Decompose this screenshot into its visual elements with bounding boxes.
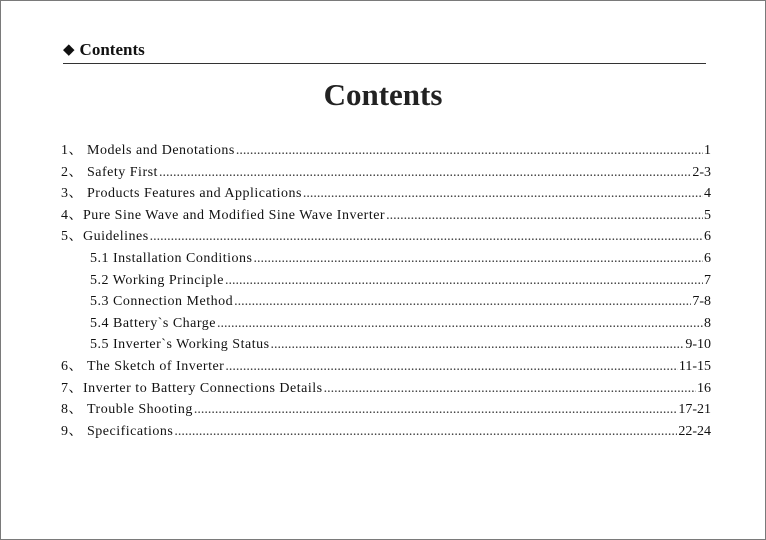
toc-entry-page: 6	[704, 250, 711, 266]
toc-entry-page: 8	[704, 315, 711, 331]
toc-entry-page: 22-24	[678, 423, 711, 439]
toc-entry	[61, 226, 711, 248]
toc-dot-leader	[225, 356, 678, 378]
toc-entry	[61, 162, 711, 184]
toc-subentry	[61, 334, 711, 356]
toc-entry-label: 7、Inverter to Battery Connections Details	[61, 380, 323, 396]
diamond-bullet-icon: ◆	[63, 42, 75, 58]
toc-dot-leader	[217, 313, 703, 335]
toc-entry-label: 4、Pure Sine Wave and Modified Sine Wave Inverter	[61, 207, 386, 223]
toc-entry-label: 1、 Models and Denotations	[61, 143, 235, 158]
toc-subentry	[61, 313, 711, 335]
toc-entry-label: 5.1 Installation Conditions	[90, 250, 253, 266]
toc-dot-leader	[324, 378, 696, 400]
toc-entry-page: 1	[704, 143, 711, 158]
toc-entry-page: 11-15	[678, 358, 711, 374]
toc-dot-leader	[303, 183, 703, 205]
toc-entry	[61, 399, 711, 421]
toc-dot-leader	[225, 270, 703, 292]
toc-entry-page: 4	[704, 186, 711, 202]
toc-entry-page: 2-3	[692, 164, 711, 180]
toc-entry-page: 7	[704, 272, 711, 288]
header-divider	[63, 63, 706, 64]
toc-entry-label: 3、 Products Features and Applications	[61, 186, 302, 202]
toc-entry	[61, 140, 711, 162]
toc-dot-leader	[159, 162, 691, 184]
table-of-contents	[61, 140, 711, 442]
toc-entry-page: 17-21	[678, 402, 711, 418]
toc-entry-label: 5、Guidelines	[61, 229, 149, 245]
toc-subentry	[61, 270, 711, 292]
toc-entry	[61, 183, 711, 205]
toc-entry-page: 16	[697, 380, 711, 396]
toc-dot-leader	[234, 291, 691, 313]
toc-dot-leader	[194, 399, 677, 421]
toc-subentry	[61, 248, 711, 270]
toc-entry	[61, 421, 711, 443]
toc-entry	[61, 205, 711, 227]
section-header	[63, 39, 145, 61]
toc-subentry	[61, 291, 711, 313]
toc-dot-leader	[174, 421, 677, 443]
toc-entry-page: 9-10	[685, 337, 711, 353]
toc-entry	[61, 378, 711, 400]
toc-entry-label: 8、 Trouble Shooting	[61, 402, 193, 418]
toc-dot-leader	[386, 205, 703, 227]
toc-entry-label: 9、 Specifications	[61, 423, 174, 439]
toc-entry-label: 5.2 Working Principle	[90, 272, 224, 288]
toc-entry-label: 5.4 Battery`s Charge	[90, 315, 216, 331]
section-header-label: Contents	[79, 40, 145, 59]
toc-entry-page: 5	[704, 207, 711, 223]
toc-entry	[61, 356, 711, 378]
toc-dot-leader	[150, 226, 703, 248]
toc-entry-page: 6	[704, 229, 711, 245]
toc-entry-label: 5.5 Inverter`s Working Status	[90, 337, 270, 353]
toc-entry-label: 2、 Safety First	[61, 164, 158, 180]
toc-dot-leader	[271, 334, 685, 356]
page-title: Contents	[323, 77, 443, 112]
toc-dot-leader	[253, 248, 703, 270]
toc-entry-page: 7-8	[692, 294, 711, 310]
toc-entry-label: 6、 The Sketch of Inverter	[61, 358, 225, 374]
toc-entry-label: 5.3 Connection Method	[90, 294, 234, 310]
toc-dot-leader	[236, 140, 703, 162]
